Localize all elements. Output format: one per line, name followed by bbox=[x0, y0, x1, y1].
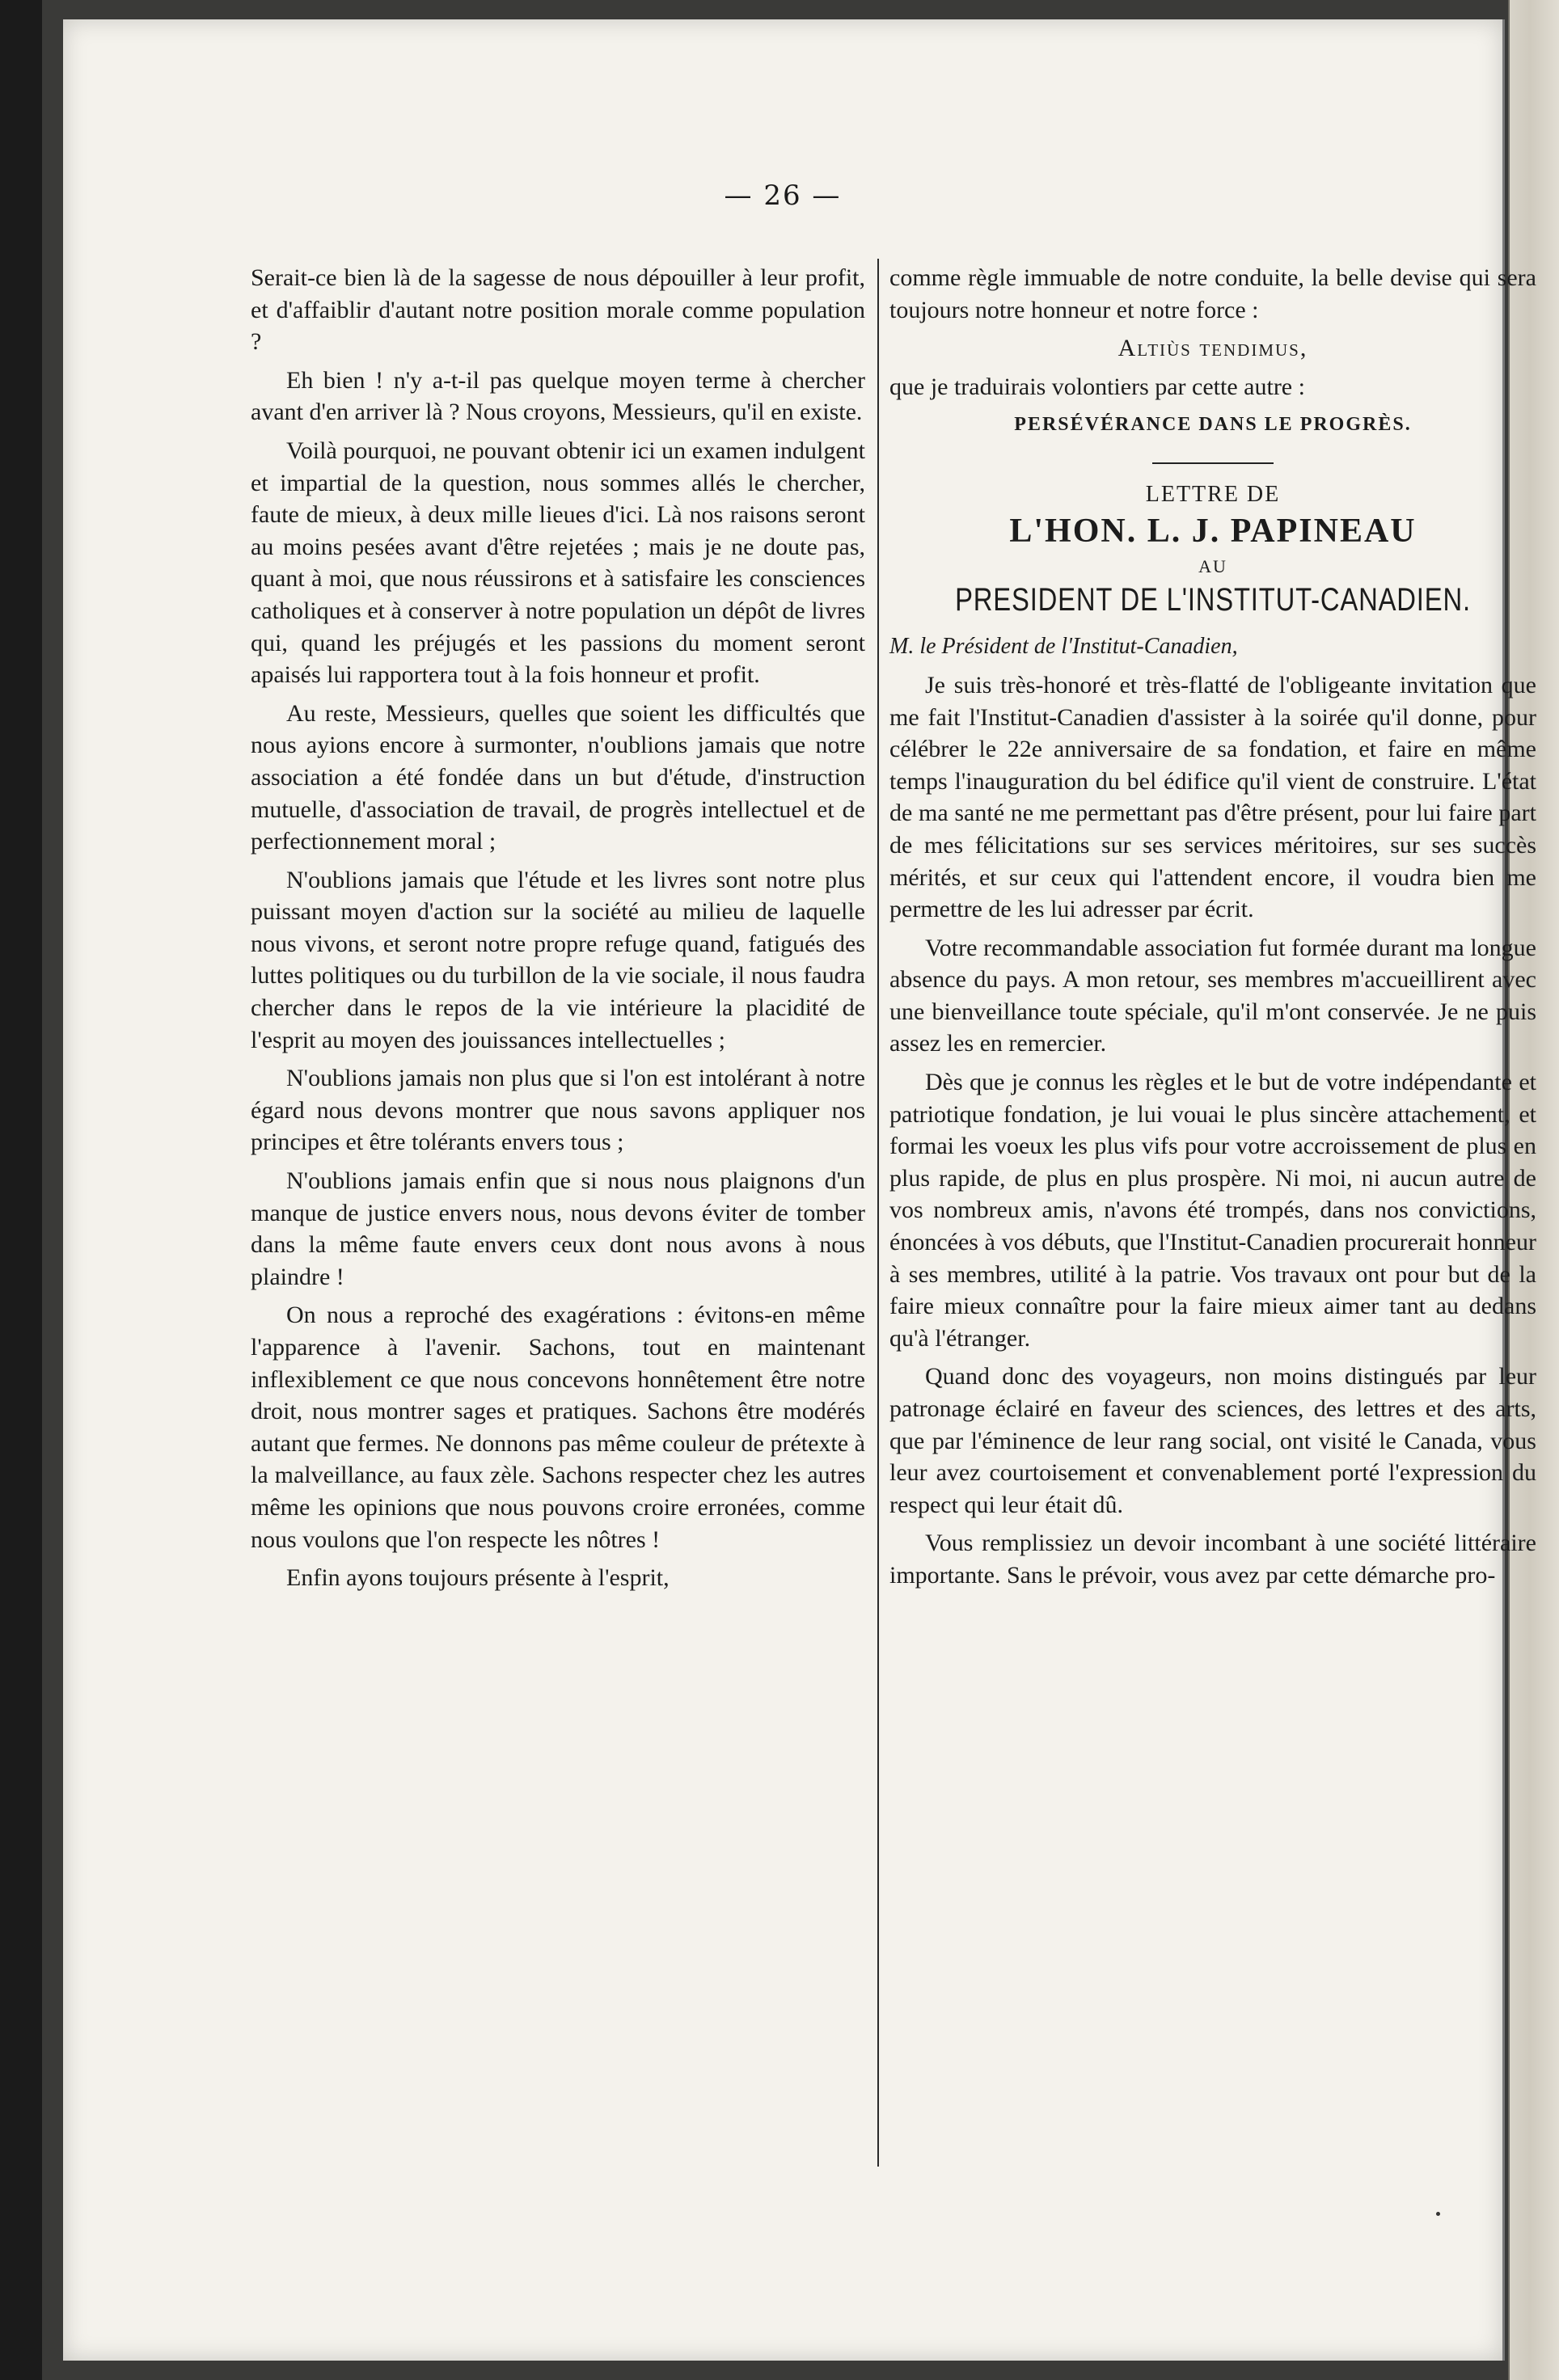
paragraph: comme règle immuable de notre conduite, la belle devise qui sera toujours notre honneur et notre force : bbox=[889, 264, 1536, 323]
paragraph: Quand donc des voyageurs, non moins distingués par leur patronage éclairé en faveur des sciences, des lettres et des arts, que par l'éminence de leur rang social, ont visité le Canada, vous leur avez courtoisement et convenablement porté l'expression du respect qui leur était dû. bbox=[889, 1363, 1536, 1518]
column-divider bbox=[877, 259, 879, 2167]
letter-heading-recipient: PRESIDENT DE L'INSTITUT-CANADIEN. bbox=[955, 581, 1471, 618]
paragraph: Vous remplissiez un devoir incombant à une société littéraire importante. Sans le prévoir, vous avez par cette démarche pro- bbox=[889, 1530, 1536, 1589]
paragraph: Enfin ayons toujours présente à l'esprit, bbox=[286, 1564, 670, 1592]
paragraph: N'oublions jamais non plus que si l'on est intolérant à notre égard nous devons montrer que nous savons appliquer nos principes et être tolérants envers tous ; bbox=[251, 1065, 865, 1156]
paragraph: Voilà pourquoi, ne pouvant obtenir ici un examen indulgent et impartial de la question, nous sommes allés le chercher, faute de mieux, à deux mille lieues d'ici. Là nos raisons seront au moins pesées avant d'être rejetées ; mais je ne doute pas, quant à moi, que nous réussirons et à satisfaire les consciences catholiques et à conserver à notre population un dépôt de livres qui, quand les préjugés et les passions du moment seront apaisés lui rapportera tout à la fois honneur et profit. bbox=[251, 437, 865, 689]
document-page bbox=[63, 19, 1536, 2361]
letter-heading-author: L'HON. L. J. PAPINEAU bbox=[1009, 512, 1417, 550]
paragraph: Dès que je connus les règles et le but de votre indépendante et patriotique fondation, je lui vouai le plus sincère attachement, et formai les voeux les plus vifs pour votre accroissement de plus en plus rapide, de plus en plus prospère. Ni moi, ni aucun autre de vos nombreux amis, n'avons été trompés, dans nos convictions, énoncées à vos débuts, que l'Institut-Canadien procurerait honneur à ses membres, utilité à la patrie. Vos travaux ont pour but de la faire mieux connaître pour la faire mieux aimer tant au dedans qu'à l'étranger. bbox=[889, 1069, 1536, 1352]
letter-heading-au: AU bbox=[1198, 556, 1227, 577]
paragraph: N'oublions jamais enfin que si nous nous plaignons d'un manque de justice envers nous, nous devons éviter de tomber dans la même faute envers ceux dont nous avons à nous plaindre ! bbox=[251, 1167, 865, 1290]
paragraph: On nous a reproché des exagérations : évitons-en même l'apparence à l'avenir. Sachons, tout en maintenant inflexiblement ce que nous concevons honnêtement être notre droit, nous montrer sages et pratiques. Sachons être modérés autant que fermes. Ne donnons pas même couleur de prétexte à la malveillance, au faux zèle. Sachons respecter chez les autres même les opinions que nous pouvons croire erronées, comme nous voulons que l'on respecte les nôtres ! bbox=[251, 1302, 865, 1553]
paragraph: Au reste, Messieurs, quelles que soient les difficultés que nous ayions encore à surmonter, n'oublions jamais que notre association a été fondée dans un but d'étude, d'instruction mutuelle, d'association de travail, de progrès intellectuel et de perfectionnement moral ; bbox=[251, 699, 865, 855]
paragraph: Votre recommandable association fut formée durant ma longue absence du pays. A mon retour, ses membres m'accueillirent avec une bienveillance toute spéciale, qu'il m'ont conservée. Je ne puis assez les en remercier. bbox=[889, 934, 1536, 1057]
letter-heading-line1: LETTRE DE bbox=[1145, 481, 1281, 507]
motto-translation-intro: que je traduirais volontiers par cette autre : bbox=[889, 373, 1305, 400]
left-column bbox=[251, 262, 865, 1601]
paragraph: Je suis très-honoré et très-flatté de l'obligeante invitation que me fait l'Institut-Canadien d'assister à la soirée qu'il donne, pour célébrer le 22e anniversaire de sa fondation, et faire en même temps l'inauguration du bel édifice qu'il vient de construire. L'état de ma santé ne me permettant pas d'être présent, pour lui faire part de mes félicitations sur ses services méritoires, sur ses succès mérités, et sur ceux qui l'attendent encore, il voudra bien me permettre de les lui adresser par écrit. bbox=[889, 671, 1536, 923]
paragraph: Serait-ce bien là de la sagesse de nous dépouiller à leur profit, et d'affaiblir d'autant notre position morale comme population ? bbox=[251, 264, 865, 356]
salutation: M. le Président de l'Institut-Canadien, bbox=[889, 634, 1238, 660]
paragraph: N'oublions jamais que l'étude et les livres sont notre plus puissant moyen d'action sur la société au milieu de laquelle nous vivons, et seront notre propre refuge quand, fatigués des luttes politiques ou du turbillon de la vie sociale, il nous faudra chercher dans le repos de la vie intérieure la placidité de l'esprit au moyen des jouissances intellectuelles ; bbox=[251, 866, 865, 1053]
right-column bbox=[889, 262, 1536, 1598]
motto-translation: PERSÉVÉRANCE DANS LE PROGRÈS. bbox=[1014, 414, 1412, 436]
section-rule bbox=[1152, 462, 1274, 464]
ink-speck bbox=[1436, 2212, 1440, 2216]
motto: Altiùs tendimus, bbox=[1117, 335, 1308, 362]
page-number: — 26 — bbox=[724, 179, 842, 212]
paragraph: Eh bien ! n'y a-t-il pas quelque moyen terme à chercher avant d'en arriver là ? Nous croyons, Messieurs, qu'il en existe. bbox=[251, 366, 865, 426]
